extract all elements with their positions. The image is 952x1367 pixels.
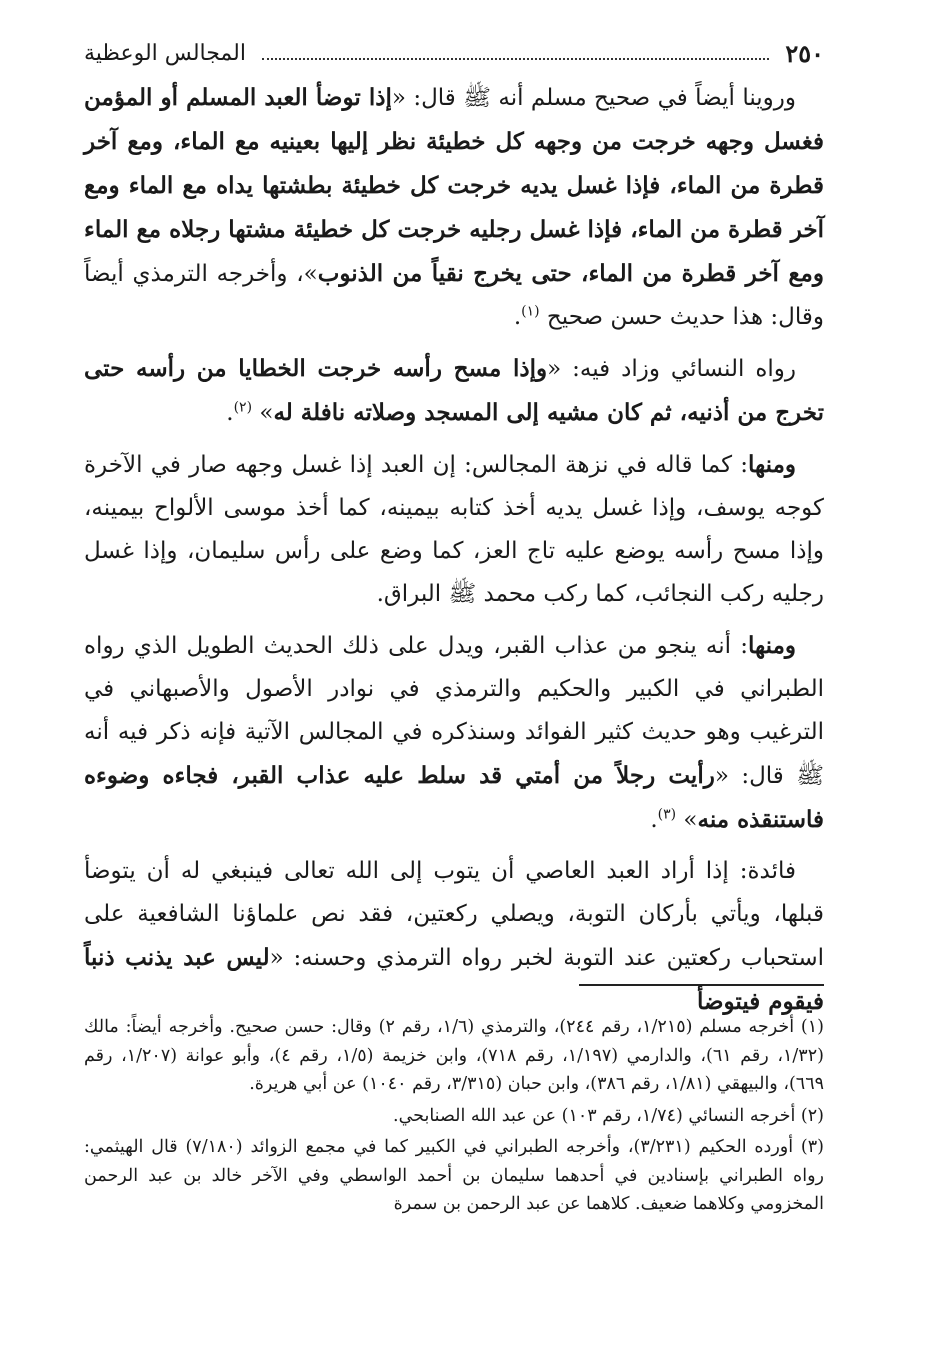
footnote-ref-3[interactable]: (٣) <box>657 806 677 823</box>
paragraph-1-end: . <box>513 304 522 330</box>
paragraph-1-text-b: »، وأخرجه الترمذي أيضاً وقال: هذا حديث حسن صحيح <box>84 261 824 330</box>
paragraph-5-text: فائدة: إذا أراد العبد العاصي أن يتوب إلى الله تعالى فينبغي له أن يتوضأ قبلها، ويأتي بأركان التوبة، ويصلي ركعتين، فقد نص علماؤنا الشافعية على استحباب ركعتين عند التوبة لخبر رواه الترمذي وحسنه: « <box>84 858 824 971</box>
paragraph-2 <box>84 347 824 435</box>
paragraph-4-text-a: : أنه ينجو من عذاب القبر، ويدل على ذلك الحديث الطويل الذي رواه الطبراني في الكبير والحكيم والترمذي في نوادر الأصول والأصبهاني في الترغيب وهو حديث كثير الفوائد وسنذكره في المجالس الآتية فإنه ذكر فيه أنه ﷺ قال: « <box>84 633 824 789</box>
running-header <box>84 36 824 70</box>
paragraph-3-lead: ومنها <box>748 451 796 478</box>
footnote-2: (٢) أخرجه النسائي (١/٧٤، رقم ١٠٣) عن عبد الله الصنابحي. <box>393 1105 824 1126</box>
paragraph-1-text-a: وروينا أيضاً في صحيح مسلم أنه ﷺ قال: « <box>391 85 796 111</box>
running-title: المجالس الوعظية <box>84 40 246 66</box>
paragraph-4 <box>84 624 824 842</box>
paragraph-2-text-a: رواه النسائي وزاد فيه: « <box>547 356 796 382</box>
main-text <box>84 76 824 1032</box>
paragraph-1 <box>84 76 824 339</box>
footnote-ref-2[interactable]: (٢) <box>233 399 253 416</box>
footnote-separator <box>579 984 824 986</box>
hadith-quote-3: رأيت رجلاً من أمتي قد سلط عليه عذاب القبر، فجاءه وضوءه فاستنقذه منه <box>84 762 824 833</box>
footnotes <box>84 1013 824 1222</box>
paragraph-2-end: . <box>226 400 234 426</box>
paragraph-4-text-b: » <box>683 807 698 833</box>
paragraph-3-text: : كما قاله في نزهة المجالس: إن العبد إذا غسل وجهه صار في الآخرة كوجه يوسف، وإذا غسل يديه أخذ كتابه بيمينه، كما أخذ موسى الألواح بيمينه، وإذا مسح رأسه يوضع عليه تاج العز، كما وضع على رأس سليمان، وإذا غسل رجليه ركب النجائب، كما ركب محمد ﷺ البراق. <box>84 452 824 607</box>
paragraph-2-text-b: » <box>259 400 274 426</box>
paragraph-5 <box>84 850 824 1024</box>
footnote-3: (٣) أورده الحكيم (٣/٢٣١)، وأخرجه الطبراني في الكبير كما في مجمع الزوائد (٧/١٨٠) قال الهيثمي: رواه الطبراني بإسنادين في أحدهما سليمان بن أحمد الواسطي وفي الآخر خالد بن عبد الرحمن المخزومي وكلاهما ضعيف. كلاهما عن عبد الرحمن بن سمرة <box>84 1137 824 1214</box>
hadith-quote-1: إذا توضأ العبد المسلم أو المؤمن فغسل وجهه خرجت من وجهه كل خطيئة نظر إليها بعينيه مع الماء، ومع آخر قطرة من الماء، فإذا غسل يديه خرجت كل خطيئة بطشتها يداه مع الماء ومع آخر قطرة من الماء، فإذا غسل رجليه خرجت كل خطيئة مشتها رجلاه مع الماء ومع آخر قطرة من الماء، حتى يخرج نقياً من الذنوب <box>84 84 824 287</box>
header-dotted-rule <box>262 58 769 60</box>
hadith-quote-4: ليس عبد يذنب ذنباً فيقوم فيتوضأ <box>84 944 824 1015</box>
hadith-quote-2: وإذا مسح رأسه خرجت الخطايا من رأسه حتى تخرج من أذنيه، ثم كان مشيه إلى المسجد وصلاته نافلة له <box>84 355 824 426</box>
paragraph-3 <box>84 443 824 616</box>
paragraph-4-end: . <box>650 807 658 833</box>
footnote-ref-1[interactable]: (١) <box>521 303 540 320</box>
footnote-1: (١) أخرجه مسلم (١/٢١٥، رقم ٢٤٤)، والترمذي (١/٦، رقم ٢) وقال: حسن صحيح. وأخرجه أيضاً: مالك (١/٣٢، رقم ٦١)، والدارمي (١/١٩٧، رقم ٧١٨)، وابن خزيمة (١/٥، رقم ٤)، وأبو عوانة (١/٢٠٧، رقم ٦٦٩)، والبيهقي (١/٨١، رقم ٣٨٦)، وابن حبان (٣/٣١٥، رقم ١٠٤٠) عن أبي هريرة. <box>84 1017 824 1094</box>
paragraph-4-lead: ومنها <box>748 632 796 659</box>
page-number: ٢٥٠ <box>785 38 824 68</box>
